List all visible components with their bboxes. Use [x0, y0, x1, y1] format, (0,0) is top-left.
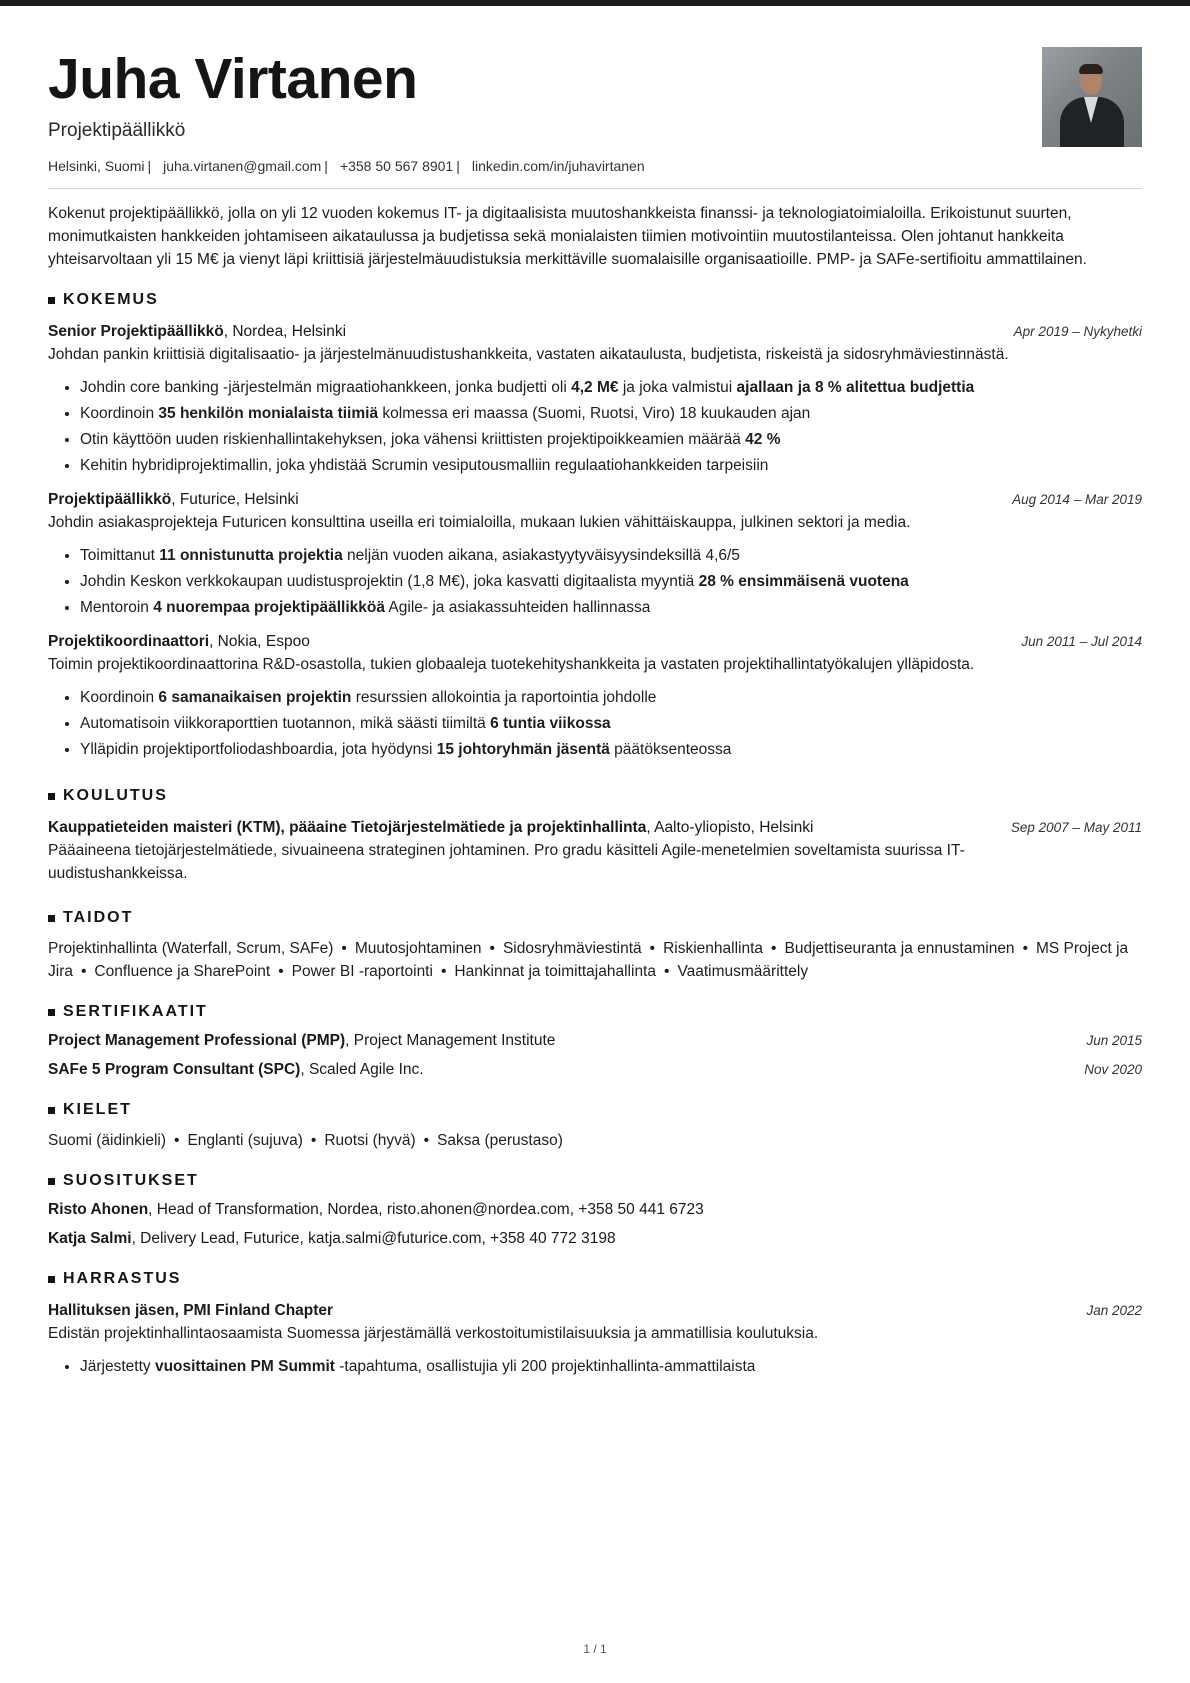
- certification-issuer: , Scaled Agile Inc.: [300, 1061, 424, 1078]
- reference-text: [48, 1227, 616, 1250]
- section-title-education: KOULUTUS: [63, 787, 168, 804]
- bullet-item: [80, 711, 1142, 737]
- contact-separator: |: [456, 158, 460, 174]
- bullet-text: Koordinoin: [80, 405, 159, 422]
- section-heading: [48, 1170, 1142, 1192]
- skill-item: Vaatimusmäärittely: [677, 963, 809, 980]
- bullet-item: [80, 401, 1142, 427]
- skill-item: Budjettiseuranta ja ennustaminen: [784, 940, 1015, 957]
- bullet-text: neljän vuoden aikana, asiakastyytyväisyysindeksillä 4,6/5: [342, 547, 740, 564]
- contact-row: [48, 156, 1142, 176]
- bullet-text: Agile- ja asiakassuhteiden hallinnassa: [384, 599, 651, 616]
- language-item: Ruotsi (hyvä): [324, 1132, 416, 1149]
- bullet-item: [80, 685, 1142, 711]
- section-title-references: SUOSITUKSET: [63, 1172, 199, 1189]
- section-title-certifications: SERTIFIKAATIT: [63, 1003, 208, 1020]
- job-title-line: [48, 488, 299, 511]
- job-org: , Nokia, Espoo: [209, 633, 310, 650]
- certification-row: [48, 1058, 1142, 1081]
- section-heading: [48, 1001, 1142, 1023]
- header: [48, 44, 1142, 176]
- reference-name: Katja Salmi: [48, 1230, 132, 1247]
- reference-details: , Delivery Lead, Futurice, katja.salmi@futurice.com, +358 40 772 3198: [131, 1230, 616, 1247]
- headline: Projektipäällikkö: [48, 120, 186, 141]
- skill-item: Sidosryhmäviestintä: [502, 940, 642, 957]
- reference-row: [48, 1227, 1142, 1250]
- bullet-separator: •: [1022, 940, 1028, 957]
- bullet-separator: •: [174, 1132, 180, 1149]
- certification-issuer: , Project Management Institute: [345, 1032, 556, 1049]
- bullet-separator: •: [80, 963, 87, 980]
- job-title-line: [48, 630, 310, 653]
- skill-item: MS Project ja Jira: [48, 940, 1129, 980]
- reference-name: Risto Ahonen: [48, 1201, 149, 1218]
- section-title-languages: KIELET: [63, 1101, 132, 1118]
- hobby-section: [48, 1268, 1142, 1380]
- bullet-item: [80, 1354, 1142, 1380]
- square-bullet-icon: [48, 793, 55, 800]
- bullet-item: [80, 375, 1142, 401]
- certification-date: Nov 2020: [1084, 1062, 1142, 1077]
- reference-text: [48, 1198, 704, 1221]
- language-item: Englanti (sujuva): [187, 1132, 303, 1149]
- bullet-item: [80, 453, 1142, 479]
- bullet-highlight: 6 tuntia viikossa: [490, 715, 611, 732]
- job-entry: [48, 488, 1142, 621]
- bullet-text: Johdin Keskon verkkokaupan uudistusprojektin (1,8 M€), joka kasvatti digitaalista myyntiä: [80, 573, 699, 590]
- square-bullet-icon: [48, 1276, 55, 1283]
- job-role: Senior Projektipäällikkö: [48, 323, 224, 340]
- job-role: Projektipäällikkö: [48, 491, 172, 508]
- bullet-text: Otin käyttöön uuden riskienhallintakehyksen, joka vähensi kriittisten projektipoikkeamien määrää: [80, 431, 746, 448]
- contact-email[interactable]: juha.virtanen@gmail.com: [163, 158, 322, 174]
- education-entry: [48, 816, 1142, 885]
- section-heading: [48, 785, 1142, 807]
- bullet-item: [80, 737, 1142, 763]
- references-section: [48, 1170, 1142, 1250]
- bullet-text: Automatisoin viikkoraporttien tuotannon, mikä säästi tiimiltä: [80, 715, 491, 732]
- bullet-text: kolmessa eri maassa (Suomi, Ruotsi, Viro) 18 kuukauden ajan: [378, 405, 811, 422]
- reference-row: [48, 1198, 1142, 1221]
- bullet-highlight: 4,2 M€: [571, 379, 619, 396]
- job-entry: [48, 320, 1142, 479]
- bullet-text: resurssien allokointia ja raportointia johdolle: [351, 689, 657, 706]
- skills-section: [48, 907, 1142, 983]
- degree: Kauppatieteiden maisteri (KTM), pääaine Tietojärjestelmätiede ja projektinhallinta: [48, 819, 647, 836]
- hobby-entry: [48, 1299, 1142, 1380]
- hobby-date: Jan 2022: [1086, 1303, 1142, 1318]
- bullet-separator: •: [278, 963, 284, 980]
- square-bullet-icon: [48, 1107, 55, 1114]
- job-header: [48, 488, 1142, 511]
- square-bullet-icon: [48, 1009, 55, 1016]
- bullet-highlight: 6 samanaikaisen projektin: [158, 689, 352, 706]
- job-description: Toimin projektikoordinaattorina R&D-osastolla, tukien globaaleja tuotekehityshankkeita ja vastaten projektihallintatyökalujen ylläpidosta.: [48, 656, 975, 673]
- bullet-text: päätöksenteossa: [609, 741, 732, 758]
- language-item: Suomi (äidinkieli): [48, 1132, 167, 1149]
- certification-name: SAFe 5 Program Consultant (SPC): [48, 1061, 301, 1078]
- bullet-text: ja joka valmistui: [618, 379, 737, 396]
- language-item: Saksa (perustaso): [437, 1132, 563, 1149]
- education-section: [48, 785, 1142, 885]
- job-bullets: [48, 375, 1142, 479]
- section-title-skills: TAIDOT: [63, 909, 134, 926]
- skill-item: Confluence ja SharePoint: [94, 963, 271, 980]
- languages-section: [48, 1099, 1142, 1152]
- certification-row: [48, 1029, 1142, 1052]
- job-date: Apr 2019 – Nykyhetki: [1013, 324, 1142, 339]
- bullet-text: Järjestetty: [80, 1358, 155, 1375]
- skill-item: Projektinhallinta (Waterfall, Scrum, SAFe): [48, 940, 334, 957]
- bullet-text: Koordinoin: [80, 689, 159, 706]
- school: , Aalto-yliopisto, Helsinki: [646, 819, 814, 836]
- bullet-separator: •: [423, 1132, 430, 1149]
- education-date: Sep 2007 – May 2011: [1010, 820, 1142, 835]
- section-title-hobby: HARRASTUS: [63, 1270, 182, 1287]
- top-bar: [0, 0, 1190, 6]
- bullet-separator: •: [341, 940, 347, 957]
- bullet-highlight: 35 henkilön monialaista tiimiä: [158, 405, 379, 422]
- job-header: [48, 630, 1142, 653]
- section-heading: [48, 1268, 1142, 1290]
- bullet-highlight: vuosittainen PM Summit: [154, 1358, 335, 1375]
- square-bullet-icon: [48, 915, 55, 922]
- bullet-highlight: 15 johtoryhmän jäsentä: [436, 741, 610, 758]
- profile-photo: [1042, 47, 1142, 147]
- summary: Kokenut projektipäällikkö, jolla on yli 12 vuoden kokemus IT- ja digitaalisista muutoshankkeista finanssi- ja teknologiatoimialoilla. Erikoistunut suurten, monimutkaisten hankkeiden johtamiseen aikataulussa ja budjetissa sekä monialaisten tiimien motivointiin muutostilanteissa. Olen johtanut hankkeita yhteisarvoltaan yli 15 M€ ja vienyt läpi kriittisiä järjestelmäuudistuksia merkittäville suomalaisille organisaatioille. PMP- ja SAFe-sertifioitu ammattilainen.: [48, 205, 1087, 268]
- bullet-text: Mentoroin: [80, 599, 154, 616]
- contact-separator: |: [147, 158, 152, 174]
- bullet-item: [80, 569, 1142, 595]
- certification-date: Jun 2015: [1086, 1033, 1142, 1048]
- bullet-text: Kehitin hybridiprojektimallin, joka yhdistää Scrumin vesiputousmalliin regulaatiohankkeiden tarpeisiin: [80, 457, 769, 474]
- page-number: 1 / 1: [583, 1642, 607, 1656]
- skill-item: Hankinnat ja toimittajahallinta: [454, 963, 656, 980]
- bullet-item: [80, 427, 1142, 453]
- bullet-separator: •: [664, 963, 670, 980]
- bullet-highlight: ajallaan ja 8 % alitettua budjettia: [736, 379, 975, 396]
- bullet-text: Johdin core banking -järjestelmän migraatiohankkeen, jonka budjetti oli: [80, 379, 572, 396]
- square-bullet-icon: [48, 297, 55, 304]
- bullet-highlight: 42 %: [745, 431, 781, 448]
- bullet-highlight: 11 onnistunutta projektia: [159, 547, 343, 564]
- job-date: Jun 2011 – Jul 2014: [1021, 634, 1142, 649]
- bullet-highlight: 28 % ensimmäisenä vuotena: [698, 573, 909, 590]
- hobby-bullets: [48, 1354, 1142, 1380]
- resume-page: [48, 44, 1142, 1380]
- job-org: , Futurice, Helsinki: [171, 491, 299, 508]
- job-org: , Nordea, Helsinki: [223, 323, 347, 340]
- job-title-line: [48, 320, 346, 343]
- hobby-description: Edistän projektinhallintaosaamista Suomessa järjestämällä verkostoitumistilaisuuksia ja ammatillisia koulutuksia.: [48, 1325, 819, 1342]
- certification-name: Project Management Professional (PMP): [48, 1032, 346, 1049]
- section-heading: [48, 907, 1142, 929]
- reference-details: , Head of Transformation, Nordea, risto.ahonen@nordea.com, +358 50 441 6723: [148, 1201, 704, 1218]
- certification-text: [48, 1058, 424, 1081]
- bullet-item: [80, 595, 1142, 621]
- bullet-separator: •: [310, 1132, 317, 1149]
- section-heading: [48, 289, 1142, 311]
- education-description: Pääaineena tietojärjestelmätiede, sivuaineena strateginen johtaminen. Pro gradu käsitteli Agile-menetelmien soveltamista suurissa IT-uudistushankkeissa.: [48, 842, 965, 882]
- skills-list: [48, 937, 1142, 983]
- certifications-section: [48, 1001, 1142, 1081]
- bullet-highlight: 4 nuorempaa projektipäällikköä: [153, 599, 385, 616]
- job-header: [48, 320, 1142, 343]
- bullet-text: Toimittanut: [80, 547, 160, 564]
- contact-linkedin[interactable]: linkedin.com/in/juhavirtanen: [471, 158, 645, 174]
- job-entry: [48, 630, 1142, 763]
- square-bullet-icon: [48, 1178, 55, 1185]
- bullet-item: [80, 543, 1142, 569]
- candidate-name: Juha Virtanen: [48, 47, 418, 111]
- experience-section: [48, 289, 1142, 763]
- job-role: Projektikoordinaattori: [48, 633, 210, 650]
- hobby-title: Hallituksen jäsen, PMI Finland Chapter: [48, 1302, 334, 1319]
- job-bullets: [48, 685, 1142, 763]
- contact-separator: |: [324, 158, 328, 174]
- section-title-experience: KOKEMUS: [63, 291, 159, 308]
- certification-text: [48, 1029, 555, 1052]
- bullet-separator: •: [649, 940, 656, 957]
- skill-item: Muutosjohtaminen: [354, 940, 482, 957]
- contact-location: Helsinki, Suomi: [48, 158, 145, 174]
- header-divider: [48, 188, 1142, 189]
- skill-item: Power BI -raportointi: [291, 963, 433, 980]
- job-description: Johdan pankin kriittisiä digitalisaatio- ja järjestelmänuudistushankkeita, vastaten aikataulusta, budjetista, riskeistä ja sidosryhmäviestinnästä.: [48, 346, 1009, 363]
- contact-phone[interactable]: +358 50 567 8901: [339, 158, 454, 174]
- bullet-separator: •: [489, 940, 495, 957]
- languages-list: [48, 1129, 1142, 1152]
- job-date: Aug 2014 – Mar 2019: [1012, 492, 1142, 507]
- bullet-text: -tapahtuma, osallistujia yli 200 projektinhallinta-ammattilaista: [334, 1358, 756, 1375]
- skill-item: Riskienhallinta: [663, 940, 764, 957]
- section-heading: [48, 1099, 1142, 1121]
- job-bullets: [48, 543, 1142, 621]
- job-description: Johdin asiakasprojekteja Futuricen konsulttina useilla eri toimialoilla, mukaan lukien vähittäiskauppa, julkinen sektori ja media.: [48, 514, 911, 531]
- bullet-separator: •: [771, 940, 777, 957]
- bullet-separator: •: [440, 963, 447, 980]
- bullet-text: Ylläpidin projektiportfoliodashboardia, jota hyödynsi: [80, 741, 437, 758]
